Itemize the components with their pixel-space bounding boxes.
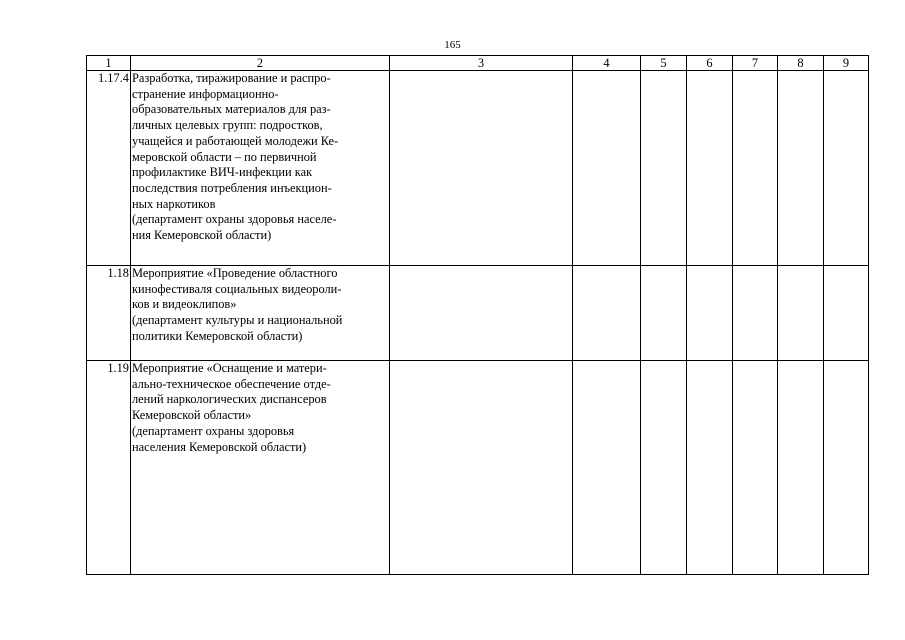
empty-cell [641, 71, 687, 266]
column-header: 2 [131, 56, 390, 71]
empty-cell [641, 266, 687, 361]
description-line: (департамент охраны здоровья населе- [132, 212, 337, 227]
empty-cell [733, 361, 778, 575]
description-line: лений наркологических диспансеров [132, 392, 327, 407]
item-number: 1.19 [87, 361, 131, 575]
description-line: ных наркотиков [132, 196, 216, 211]
program-table [86, 55, 869, 575]
item-description [131, 361, 390, 575]
column-header: 7 [733, 56, 778, 71]
table-row [87, 361, 869, 575]
description-line: ков и видеоклипов» [132, 297, 237, 312]
empty-cell [390, 266, 573, 361]
item-number: 1.17.4 [87, 71, 131, 266]
empty-cell [824, 71, 869, 266]
empty-cell [824, 361, 869, 575]
empty-cell [778, 361, 824, 575]
empty-cell [573, 71, 641, 266]
column-header: 8 [778, 56, 824, 71]
description-line: Мероприятие «Проведение областного [132, 266, 338, 280]
column-header: 1 [87, 56, 131, 71]
description-line: личных целевых групп: подростков, [132, 118, 323, 133]
column-header: 3 [390, 56, 573, 71]
description-line: странение информационно- [132, 86, 279, 101]
description-line: (департамент охраны здоровья [132, 423, 295, 438]
item-description [131, 71, 390, 266]
description-line: Мероприятие «Оснащение и матери- [132, 361, 327, 375]
empty-cell [687, 361, 733, 575]
empty-cell [390, 71, 573, 266]
empty-cell [778, 71, 824, 266]
empty-cell [641, 361, 687, 575]
description-line: политики Кемеровской области) [132, 328, 303, 343]
empty-cell [733, 71, 778, 266]
column-header: 5 [641, 56, 687, 71]
empty-cell [573, 266, 641, 361]
table-row [87, 266, 869, 361]
description-line: кинофестиваля социальных видеороли- [132, 281, 342, 296]
item-description [131, 266, 390, 361]
empty-cell [687, 266, 733, 361]
column-number-row [87, 56, 869, 71]
description-line: Разработка, тиражирование и распро- [132, 71, 331, 85]
table-row [87, 71, 869, 266]
empty-cell [687, 71, 733, 266]
description-line: учащейся и работающей молодежи Ке- [132, 133, 339, 148]
description-line: ния Кемеровской области) [132, 228, 272, 243]
description-line: профилактике ВИЧ-инфекции как [132, 165, 313, 180]
empty-cell [733, 266, 778, 361]
item-number: 1.18 [87, 266, 131, 361]
page-number: 165 [444, 39, 461, 51]
description-line: населения Кемеровской области) [132, 439, 307, 454]
description-line: меровской области – по первичной [132, 149, 317, 164]
description-line: образовательных материалов для раз- [132, 102, 331, 117]
description-line: (департамент культуры и национальной [132, 313, 343, 328]
description-line: Кемеровской области» [132, 408, 252, 423]
empty-cell [824, 266, 869, 361]
empty-cell [573, 361, 641, 575]
empty-cell [390, 361, 573, 575]
empty-cell [778, 266, 824, 361]
column-header: 4 [573, 56, 641, 71]
description-line: ально-техническое обеспечение отде- [132, 376, 331, 391]
column-header: 6 [687, 56, 733, 71]
column-header: 9 [824, 56, 869, 71]
description-line: последствия потребления инъекцион- [132, 180, 332, 195]
